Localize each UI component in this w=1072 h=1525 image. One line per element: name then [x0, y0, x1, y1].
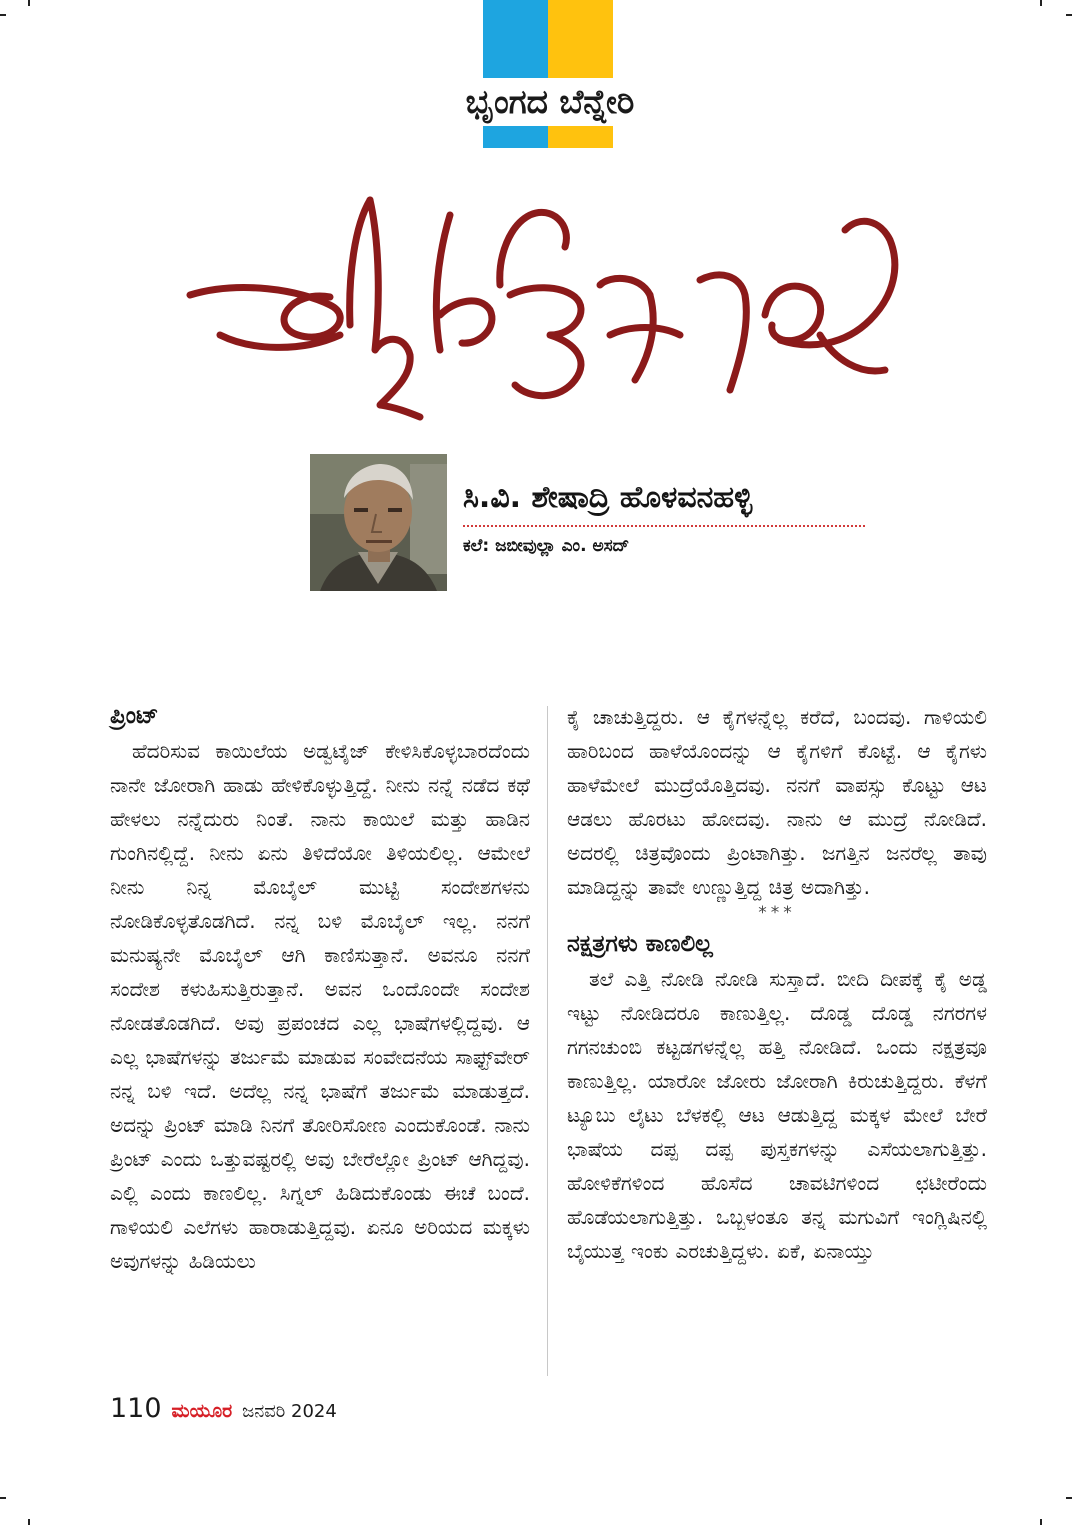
crop-mark	[1040, 1519, 1042, 1525]
crop-mark	[28, 0, 30, 6]
crop-mark	[1066, 14, 1072, 16]
illustrator-credit: ಕಲೆ: ಜಬೀವುಲ್ಲಾ ಎಂ. ಅಸದ್	[463, 536, 630, 556]
left-column	[110, 700, 530, 1278]
series-badge	[483, 0, 613, 148]
crop-mark	[0, 14, 6, 16]
author-divider	[463, 525, 865, 527]
section-heading-stars: ನಕ್ಷತ್ರಗಳು ಕಾಣಲಿಲ್ಲ	[567, 931, 713, 957]
page-number: 110	[110, 1393, 162, 1424]
column-divider	[547, 706, 548, 1376]
issue-date: ಜನವರಿ 2024	[242, 1401, 337, 1422]
section-body-print-continued: ಕೈ ಚಾಚುತ್ತಿದ್ದರು. ಆ ಕೈಗಳನ್ನೆಲ್ಲ ಕರೆದೆ, ಬಂದವು. ಗಾಳಿಯಲಿ ಹಾರಿಬಂದ ಹಾಳೆಯೊಂದನ್ನು ಆ ಕೈಗಳಿಗೆ ಕೊಟ್ಟೆ. ಆ ಕೈಗಳು ಹಾಳೆಮೇಲೆ ಮುದ್ರೆಯೊತ್ತಿದವು. ನನಗೆ ವಾಪಸ್ಸು ಕೊಟ್ಟು ಆಟ ಆಡಲು ಹೊರಟು ಹೋದವು. ನಾನು ಆ ಮುದ್ರೆ ನೋಡಿದೆ. ಅದರಲ್ಲಿ ಚಿತ್ರವೊಂದು ಪ್ರಿಂಟಾಗಿತ್ತು. ಜಗತ್ತಿನ ಜನರೆಲ್ಲ ತಾವು ಮಾಡಿದ್ದನ್ನು ತಾವೇ ಉಣ್ಣುತ್ತಿದ್ದ ಚಿತ್ರ ಅದಾಗಿತ್ತು.	[567, 705, 987, 899]
crop-mark	[1040, 0, 1042, 6]
crop-mark	[28, 1519, 30, 1525]
series-title: ಭೃಂಗದ ಬೆನ್ನೇರಿ	[465, 82, 635, 121]
section-body-stars: ತಲೆ ಎತ್ತಿ ನೋಡಿ ನೋಡಿ ಸುಸ್ತಾದೆ. ಬೀದಿ ದೀಪಕ್ಕೆ ಕೈ ಅಡ್ಡ ಇಟ್ಟು ನೋಡಿದರೂ ಕಾಣುತ್ತಿಲ್ಲ. ದೊಡ್ಡ ದೊಡ್ಡ ನಗರಗಳ ಗಗನಚುಂಬಿ ಕಟ್ಟಡಗಳನ್ನೆಲ್ಲ ಹತ್ತಿ ನೋಡಿದೆ. ಒಂದು ನಕ್ಷತ್ರವೂ ಕಾಣುತ್ತಿಲ್ಲ. ಯಾರೋ ಜೋರು ಜೋರಾಗಿ ಕಿರುಚುತ್ತಿದ್ದರು. ಕೆಳಗೆ ಟ್ಯೂಬು ಲೈಟು ಬೆಳಕಲ್ಲಿ ಆಟ ಆಡುತ್ತಿದ್ದ ಮಕ್ಕಳ ಮೇಲೆ ಬೇರೆ ಭಾಷೆಯ ದಪ್ಪ ದಪ್ಪ ಪುಸ್ತಕಗಳನ್ನು ಎಸೆಯಲಾಗುತ್ತಿತ್ತು. ಹೋಳಿಕೆಗಳಿಂದ ಹೊಸೆದ ಚಾವಟಿಗಳಿಂದ ಛಟೀರೆಂದು ಹೊಡೆಯಲಾಗುತ್ತಿತ್ತು. ಒಬ್ಬಳಂತೂ ತನ್ನ ಮಗುವಿಗೆ ಇಂಗ್ಲಿಷಿನಲ್ಲಿ ಬೈಯುತ್ತ ಇಂಕು ಎರಚುತ್ತಿದ್ದಳು. ಏಕೆ, ಏನಾಯ್ತು	[567, 967, 987, 1263]
crop-mark	[0, 1497, 6, 1499]
crop-mark	[1066, 1497, 1072, 1499]
section-heading-print: ಪ್ರಿಂಟ್	[110, 703, 159, 729]
author-name: ಸಿ.ವಿ. ಶೇಷಾದ್ರಿ ಹೊಳವನಹಳ್ಳಿ	[463, 480, 753, 515]
section-body-print: ಹೆದರಿಸುವ ಕಾಯಿಲೆಯ ಅಡ್ವಟೈಜ್ ಕೇಳಿಸಿಕೊಳ್ಳಬಾರದೆಂದು ನಾನೇ ಜೋರಾಗಿ ಹಾಡು ಹೇಳಿಕೊಳ್ಳುತ್ತಿದ್ದೆ. ನೀನು ನನ್ನೆ ನಡೆದ ಕಥೆ ಹೇಳಲು ನನ್ನೆದುರು ನಿಂತೆ. ನಾನು ಕಾಯಿಲೆ ಮತ್ತು ಹಾಡಿನ ಗುಂಗಿನಲ್ಲಿದ್ದೆ. ನೀನು ಏನು ತಿಳಿದೆಯೋ ತಿಳಿಯಲಿಲ್ಲ. ಆಮೇಲೆ ನೀನು ನಿನ್ನ ಮೊಬೈಲ್ ಮುಟ್ಟಿ ಸಂದೇಶಗಳನು ನೋಡಿಕೊಳ್ಳತೊಡಗಿದೆ. ನನ್ನ ಬಳಿ ಮೊಬೈಲ್ ಇಲ್ಲ. ನನಗೆ ಮನುಷ್ಯನೇ ಮೊಬೈಲ್ ಆಗಿ ಕಾಣಿಸುತ್ತಾನೆ. ಅವನೂ ನನಗೆ ಸಂದೇಶ ಕಳುಹಿಸುತ್ತಿರುತ್ತಾನೆ. ಅವನ ಒಂದೊಂದೇ ಸಂದೇಶ ನೋಡತೊಡಗಿದೆ. ಅವು ಪ್ರಪಂಚದ ಎಲ್ಲ ಭಾಷೆಗಳಲ್ಲಿದ್ದವು. ಆ ಎಲ್ಲ ಭಾಷೆಗಳನ್ನು ತರ್ಜುಮೆ ಮಾಡುವ ಸಂವೇದನೆಯ ಸಾಫ್ಟ್‌ವೇರ್ ನನ್ನ ಬಳಿ ಇದೆ. ಅದೆಲ್ಲ ನನ್ನ ಭಾಷೆಗೆ ತರ್ಜುಮೆ ಮಾಡುತ್ತದೆ. ಅದನ್ನು ಪ್ರಿಂಟ್ ಮಾಡಿ ನಿನಗೆ ತೋರಿಸೋಣ ಎಂದುಕೊಂಡೆ. ನಾನು ಪ್ರಿಂಟ್ ಎಂದು ಒತ್ತುವಷ್ಟರಲ್ಲಿ ಅವು ಬೇರೆಲ್ಲೋ ಪ್ರಿಂಟ್ ಆಗಿದ್ದವು. ಎಲ್ಲಿ ಎಂದು ಕಾಣಲಿಲ್ಲ. ಸಿಗ್ನಲ್ ಹಿಡಿದುಕೊಂಡು ಈಚೆ ಬಂದೆ. ಗಾಳಿಯಲಿ ಎಲೆಗಳು ಹಾರಾಡುತ್ತಿದ್ದವು. ಏನೂ ಅರಿಯದ ಮಕ್ಕಳು ಅವುಗಳನ್ನು ಹಿಡಿಯಲು	[110, 739, 530, 1273]
author-photo	[310, 454, 447, 591]
magazine-logo: ಮಯೂರ	[171, 1400, 233, 1422]
page-footer	[110, 1393, 337, 1429]
section-separator: ***	[758, 903, 796, 923]
right-column	[567, 700, 987, 1268]
article-title-calligraphy	[180, 185, 920, 425]
